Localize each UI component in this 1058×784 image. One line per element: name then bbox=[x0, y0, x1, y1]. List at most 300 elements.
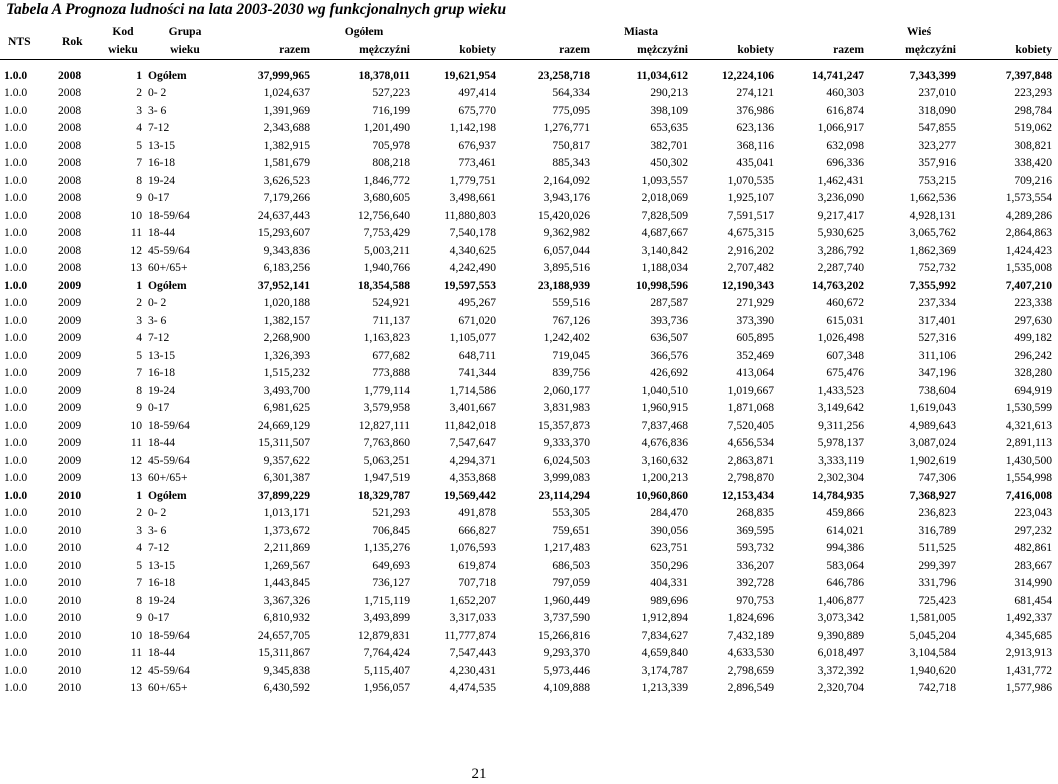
cell-wies-kobiety: 2,913,913 bbox=[1005, 646, 1053, 660]
table-row bbox=[0, 557, 1058, 575]
cell-miasta-razem: 3,831,983 bbox=[543, 401, 591, 415]
cell-ogolem-razem: 6,981,625 bbox=[263, 401, 310, 415]
cell-wies-kobiety: 681,454 bbox=[1014, 593, 1053, 607]
table-row bbox=[0, 225, 1058, 243]
cell-kod: 5 bbox=[136, 348, 142, 362]
header-grupa-line1: Grupa bbox=[168, 25, 202, 39]
cell-miasta-razem: 23,258,718 bbox=[537, 68, 591, 82]
cell-nts: 1.0.0 bbox=[4, 366, 28, 380]
cell-wies-razem: 6,018,497 bbox=[817, 646, 865, 660]
cell-ogolem-kobiety: 671,020 bbox=[458, 313, 497, 327]
cell-wies-mezczyzni: 7,355,992 bbox=[909, 278, 957, 292]
table-row bbox=[0, 260, 1058, 278]
cell-ogolem-kobiety: 1,142,198 bbox=[449, 121, 497, 135]
cell-wies-kobiety: 1,535,008 bbox=[1005, 261, 1053, 275]
cell-wies-kobiety: 338,420 bbox=[1014, 156, 1053, 170]
cell-ogolem-razem: 1,013,171 bbox=[263, 506, 310, 520]
cell-miasta-razem: 5,973,446 bbox=[543, 663, 591, 677]
cell-nts: 1.0.0 bbox=[4, 558, 28, 572]
cell-miasta-razem: 559,516 bbox=[552, 296, 591, 310]
cell-kod: 12 bbox=[130, 243, 142, 257]
cell-wies-mezczyzni: 357,916 bbox=[918, 156, 957, 170]
spacer-cell bbox=[0, 60, 1058, 68]
cell-grupa: 3- 6 bbox=[148, 313, 167, 327]
cell-miasta-kobiety: 336,207 bbox=[736, 558, 775, 572]
cell-miasta-mezczyzni: 10,998,596 bbox=[635, 278, 689, 292]
cell-miasta-razem: 553,305 bbox=[552, 506, 591, 520]
cell-miasta-kobiety: 7,591,517 bbox=[727, 208, 775, 222]
cell-ogolem-kobiety: 495,267 bbox=[458, 296, 497, 310]
cell-kod: 7 bbox=[136, 366, 142, 380]
table-row bbox=[0, 627, 1058, 645]
table-row bbox=[0, 190, 1058, 208]
cell-miasta-razem: 9,293,370 bbox=[543, 646, 591, 660]
cell-nts: 1.0.0 bbox=[4, 191, 28, 205]
cell-wies-razem: 583,064 bbox=[826, 558, 865, 572]
cell-rok: 2008 bbox=[58, 68, 82, 82]
cell-rok: 2008 bbox=[58, 121, 82, 135]
cell-rok: 2008 bbox=[58, 138, 82, 152]
cell-grupa: 60+/65+ bbox=[148, 471, 188, 485]
cell-miasta-razem: 15,420,026 bbox=[537, 208, 591, 222]
cell-wies-razem: 460,303 bbox=[826, 86, 865, 100]
cell-wies-kobiety: 7,407,210 bbox=[1005, 278, 1053, 292]
cell-wies-kobiety: 1,530,599 bbox=[1005, 401, 1053, 415]
cell-ogolem-kobiety: 675,770 bbox=[458, 103, 497, 117]
cell-miasta-mezczyzni: 390,056 bbox=[650, 523, 689, 537]
cell-wies-razem: 3,333,119 bbox=[818, 453, 865, 467]
cell-ogolem-kobiety: 4,353,868 bbox=[449, 471, 497, 485]
cell-miasta-razem: 797,059 bbox=[552, 576, 591, 590]
table-row bbox=[0, 452, 1058, 470]
cell-ogolem-mezczyzni: 1,846,772 bbox=[363, 173, 410, 187]
table-row bbox=[0, 120, 1058, 138]
cell-grupa: 19-24 bbox=[148, 383, 176, 397]
cell-wies-mezczyzni: 237,010 bbox=[918, 86, 957, 100]
cell-wies-razem: 3,073,342 bbox=[817, 611, 865, 625]
cell-nts: 1.0.0 bbox=[4, 156, 28, 170]
cell-nts: 1.0.0 bbox=[4, 611, 28, 625]
cell-rok: 2010 bbox=[58, 541, 82, 555]
cell-wies-razem: 3,372,392 bbox=[817, 663, 865, 677]
cell-wies-razem: 3,286,792 bbox=[817, 243, 865, 257]
cell-grupa: 19-24 bbox=[148, 593, 176, 607]
cell-rok: 2008 bbox=[58, 173, 82, 187]
cell-rok: 2008 bbox=[58, 156, 82, 170]
cell-miasta-mezczyzni: 3,174,787 bbox=[641, 663, 689, 677]
cell-ogolem-mezczyzni: 736,127 bbox=[372, 576, 410, 590]
cell-wies-kobiety: 1,577,986 bbox=[1005, 681, 1053, 695]
cell-ogolem-kobiety: 4,294,371 bbox=[449, 453, 497, 467]
table-row bbox=[0, 312, 1058, 330]
cell-wies-kobiety: 297,630 bbox=[1014, 313, 1053, 327]
cell-miasta-kobiety: 7,432,189 bbox=[727, 628, 775, 642]
cell-grupa: 0-17 bbox=[148, 611, 170, 625]
cell-nts: 1.0.0 bbox=[4, 663, 28, 677]
cell-miasta-mezczyzni: 1,188,034 bbox=[641, 261, 689, 275]
cell-ogolem-mezczyzni: 7,763,860 bbox=[363, 436, 410, 450]
cell-ogolem-razem: 1,024,637 bbox=[263, 86, 310, 100]
cell-ogolem-kobiety: 1,779,751 bbox=[449, 173, 497, 187]
cell-kod: 2 bbox=[136, 86, 142, 100]
cell-ogolem-kobiety: 707,718 bbox=[458, 576, 497, 590]
cell-ogolem-mezczyzni: 5,063,251 bbox=[363, 453, 410, 467]
cell-kod: 1 bbox=[136, 278, 142, 292]
table-row bbox=[0, 102, 1058, 120]
cell-miasta-kobiety: 435,041 bbox=[736, 156, 775, 170]
cell-miasta-kobiety: 373,390 bbox=[736, 313, 775, 327]
cell-rok: 2009 bbox=[58, 471, 82, 485]
cell-wies-mezczyzni: 4,928,131 bbox=[909, 208, 957, 222]
cell-kod: 13 bbox=[130, 261, 142, 275]
cell-grupa: Ogółem bbox=[148, 278, 187, 292]
cell-grupa: 7-12 bbox=[148, 331, 170, 345]
cell-miasta-kobiety: 605,895 bbox=[736, 331, 775, 345]
cell-nts: 1.0.0 bbox=[4, 243, 28, 257]
cell-ogolem-mezczyzni: 18,354,588 bbox=[357, 278, 410, 292]
cell-ogolem-razem: 24,657,705 bbox=[257, 628, 310, 642]
cell-wies-mezczyzni: 311,106 bbox=[918, 348, 957, 362]
cell-grupa: 45-59/64 bbox=[148, 453, 190, 467]
cell-wies-razem: 9,311,256 bbox=[818, 418, 865, 432]
cell-grupa: 18-59/64 bbox=[148, 418, 190, 432]
cell-wies-razem: 5,930,625 bbox=[817, 226, 865, 240]
cell-wies-mezczyzni: 4,989,643 bbox=[909, 418, 957, 432]
cell-grupa: 0-17 bbox=[148, 191, 170, 205]
cell-nts: 1.0.0 bbox=[4, 418, 28, 432]
cell-ogolem-mezczyzni: 12,756,640 bbox=[357, 208, 410, 222]
cell-miasta-mezczyzni: 1,040,510 bbox=[641, 383, 689, 397]
cell-wies-mezczyzni: 316,789 bbox=[918, 523, 957, 537]
cell-nts: 1.0.0 bbox=[4, 296, 28, 310]
cell-wies-mezczyzni: 1,862,369 bbox=[909, 243, 957, 257]
cell-miasta-kobiety: 2,896,549 bbox=[727, 681, 775, 695]
cell-miasta-razem: 1,960,449 bbox=[543, 593, 591, 607]
cell-kod: 3 bbox=[136, 523, 142, 537]
cell-grupa: 45-59/64 bbox=[148, 663, 190, 677]
cell-wies-mezczyzni: 7,343,399 bbox=[909, 68, 957, 82]
cell-nts: 1.0.0 bbox=[4, 86, 28, 100]
cell-rok: 2009 bbox=[58, 418, 82, 432]
cell-ogolem-razem: 24,637,443 bbox=[257, 208, 310, 222]
cell-ogolem-mezczyzni: 1,947,519 bbox=[363, 471, 410, 485]
cell-ogolem-kobiety: 741,344 bbox=[458, 366, 497, 380]
cell-nts: 1.0.0 bbox=[4, 488, 28, 502]
cell-miasta-kobiety: 12,224,106 bbox=[721, 68, 775, 82]
table-row bbox=[0, 137, 1058, 155]
cell-wies-kobiety: 482,861 bbox=[1014, 541, 1053, 555]
cell-ogolem-razem: 37,952,141 bbox=[257, 278, 310, 292]
cell-kod: 10 bbox=[130, 418, 142, 432]
cell-ogolem-razem: 3,367,326 bbox=[263, 593, 310, 607]
cell-miasta-razem: 2,164,092 bbox=[543, 173, 591, 187]
cell-wies-razem: 14,741,247 bbox=[811, 68, 865, 82]
cell-grupa: 18-59/64 bbox=[148, 628, 190, 642]
cell-ogolem-razem: 15,311,507 bbox=[258, 436, 310, 450]
cell-ogolem-kobiety: 648,711 bbox=[458, 348, 497, 362]
cell-miasta-razem: 9,333,370 bbox=[543, 436, 591, 450]
cell-miasta-razem: 15,357,873 bbox=[537, 418, 591, 432]
cell-wies-kobiety: 328,280 bbox=[1014, 366, 1053, 380]
cell-wies-mezczyzni: 1,581,005 bbox=[909, 611, 957, 625]
cell-miasta-razem: 4,109,888 bbox=[543, 681, 591, 695]
cell-wies-mezczyzni: 347,196 bbox=[918, 366, 957, 380]
cell-grupa: 19-24 bbox=[148, 173, 176, 187]
cell-ogolem-razem: 1,269,567 bbox=[263, 558, 310, 572]
table-row bbox=[0, 610, 1058, 628]
cell-nts: 1.0.0 bbox=[4, 278, 28, 292]
cell-miasta-razem: 1,242,402 bbox=[543, 331, 591, 345]
cell-miasta-mezczyzni: 1,912,894 bbox=[641, 611, 689, 625]
cell-kod: 8 bbox=[136, 593, 142, 607]
cell-wies-kobiety: 1,424,423 bbox=[1005, 243, 1053, 257]
cell-miasta-kobiety: 274,121 bbox=[736, 86, 775, 100]
cell-ogolem-kobiety: 19,597,553 bbox=[443, 278, 497, 292]
cell-wies-kobiety: 314,990 bbox=[1014, 576, 1053, 590]
cell-wies-kobiety: 308,821 bbox=[1014, 138, 1053, 152]
cell-wies-razem: 1,462,431 bbox=[817, 173, 865, 187]
cell-rok: 2009 bbox=[58, 383, 82, 397]
cell-ogolem-kobiety: 4,340,625 bbox=[449, 243, 497, 257]
cell-kod: 9 bbox=[136, 401, 142, 415]
cell-rok: 2010 bbox=[58, 506, 82, 520]
cell-ogolem-mezczyzni: 716,199 bbox=[372, 103, 410, 117]
cell-ogolem-mezczyzni: 12,879,831 bbox=[357, 628, 410, 642]
cell-kod: 12 bbox=[130, 663, 142, 677]
header-ogolem-mezczyzni: mężczyźni bbox=[359, 42, 410, 56]
cell-ogolem-kobiety: 3,317,033 bbox=[449, 611, 497, 625]
cell-nts: 1.0.0 bbox=[4, 331, 28, 345]
cell-miasta-mezczyzni: 7,828,509 bbox=[641, 208, 689, 222]
cell-ogolem-razem: 3,626,523 bbox=[263, 173, 310, 187]
cell-wies-mezczyzni: 299,397 bbox=[918, 558, 957, 572]
cell-nts: 1.0.0 bbox=[4, 383, 28, 397]
cell-miasta-razem: 1,276,771 bbox=[543, 121, 591, 135]
cell-wies-mezczyzni: 1,619,043 bbox=[909, 401, 957, 415]
cell-rok: 2010 bbox=[58, 523, 82, 537]
cell-wies-mezczyzni: 753,215 bbox=[918, 173, 957, 187]
cell-wies-mezczyzni: 1,662,536 bbox=[909, 191, 957, 205]
header-ogolem-razem: razem bbox=[279, 42, 310, 56]
cell-ogolem-kobiety: 19,621,954 bbox=[443, 68, 497, 82]
cell-miasta-kobiety: 7,520,405 bbox=[727, 418, 775, 432]
header-wies-razem: razem bbox=[833, 42, 865, 56]
cell-wies-razem: 460,672 bbox=[826, 296, 865, 310]
cell-rok: 2009 bbox=[58, 453, 82, 467]
cell-ogolem-razem: 1,391,969 bbox=[263, 103, 310, 117]
cell-rok: 2010 bbox=[58, 593, 82, 607]
cell-miasta-mezczyzni: 398,109 bbox=[650, 103, 689, 117]
cell-rok: 2009 bbox=[58, 296, 82, 310]
header-rok: Rok bbox=[62, 34, 83, 48]
header-nts: NTS bbox=[8, 34, 31, 48]
cell-kod: 3 bbox=[136, 313, 142, 327]
cell-wies-mezczyzni: 237,334 bbox=[918, 296, 957, 310]
table-row bbox=[0, 277, 1058, 295]
cell-ogolem-kobiety: 3,401,667 bbox=[449, 401, 497, 415]
header-wies-mezczyzni: mężczyźni bbox=[905, 42, 957, 56]
cell-miasta-kobiety: 1,824,696 bbox=[727, 611, 775, 625]
cell-wies-kobiety: 709,216 bbox=[1014, 173, 1053, 187]
table-row bbox=[0, 505, 1058, 523]
cell-wies-mezczyzni: 742,718 bbox=[918, 681, 957, 695]
cell-rok: 2009 bbox=[58, 331, 82, 345]
cell-nts: 1.0.0 bbox=[4, 628, 28, 642]
cell-miasta-kobiety: 392,728 bbox=[736, 576, 775, 590]
cell-ogolem-razem: 6,301,387 bbox=[263, 471, 310, 485]
cell-kod: 13 bbox=[130, 471, 142, 485]
cell-ogolem-mezczyzni: 808,218 bbox=[372, 156, 410, 170]
cell-nts: 1.0.0 bbox=[4, 173, 28, 187]
cell-miasta-kobiety: 1,019,667 bbox=[727, 383, 775, 397]
cell-miasta-mezczyzni: 450,302 bbox=[650, 156, 689, 170]
cell-nts: 1.0.0 bbox=[4, 348, 28, 362]
cell-ogolem-razem: 1,515,232 bbox=[263, 366, 310, 380]
cell-grupa: 16-18 bbox=[148, 576, 176, 590]
cell-grupa: 0- 2 bbox=[148, 506, 167, 520]
cell-grupa: 3- 6 bbox=[148, 103, 167, 117]
cell-wies-mezczyzni: 3,104,584 bbox=[909, 646, 957, 660]
cell-kod: 3 bbox=[136, 103, 142, 117]
cell-wies-kobiety: 223,043 bbox=[1014, 506, 1053, 520]
cell-wies-razem: 3,236,090 bbox=[817, 191, 865, 205]
cell-miasta-razem: 885,343 bbox=[552, 156, 591, 170]
cell-ogolem-razem: 2,343,688 bbox=[263, 121, 310, 135]
cell-miasta-razem: 3,737,590 bbox=[543, 611, 591, 625]
cell-miasta-mezczyzni: 4,659,840 bbox=[641, 646, 689, 660]
header-group-miasta: Miasta bbox=[623, 25, 659, 39]
cell-ogolem-kobiety: 7,540,178 bbox=[449, 226, 497, 240]
cell-rok: 2010 bbox=[58, 488, 82, 502]
cell-ogolem-kobiety: 497,414 bbox=[458, 86, 497, 100]
cell-ogolem-kobiety: 773,461 bbox=[458, 156, 497, 170]
cell-miasta-mezczyzni: 290,213 bbox=[650, 86, 689, 100]
cell-ogolem-razem: 6,183,256 bbox=[263, 261, 310, 275]
cell-wies-mezczyzni: 331,796 bbox=[918, 576, 957, 590]
cell-kod: 1 bbox=[136, 488, 142, 502]
cell-miasta-mezczyzni: 350,296 bbox=[650, 558, 689, 572]
cell-rok: 2010 bbox=[58, 681, 82, 695]
cell-miasta-mezczyzni: 7,834,627 bbox=[641, 628, 689, 642]
cell-miasta-razem: 3,999,083 bbox=[543, 471, 591, 485]
cell-wies-mezczyzni: 1,940,620 bbox=[909, 663, 957, 677]
cell-miasta-mezczyzni: 623,751 bbox=[650, 541, 689, 555]
cell-wies-kobiety: 7,416,008 bbox=[1005, 488, 1053, 502]
cell-miasta-mezczyzni: 1,093,557 bbox=[641, 173, 689, 187]
cell-ogolem-kobiety: 19,569,442 bbox=[443, 488, 497, 502]
cell-grupa: 18-44 bbox=[148, 226, 176, 240]
header-spacer bbox=[0, 60, 1058, 68]
cell-grupa: 18-59/64 bbox=[148, 208, 190, 222]
cell-wies-mezczyzni: 318,090 bbox=[918, 103, 957, 117]
cell-wies-kobiety: 1,431,772 bbox=[1005, 663, 1053, 677]
cell-ogolem-mezczyzni: 7,764,424 bbox=[363, 646, 410, 660]
cell-miasta-kobiety: 2,798,870 bbox=[727, 471, 775, 485]
table-row bbox=[0, 67, 1058, 85]
cell-miasta-mezczyzni: 2,018,069 bbox=[641, 191, 689, 205]
table-row bbox=[0, 680, 1058, 698]
cell-rok: 2010 bbox=[58, 576, 82, 590]
cell-miasta-razem: 3,895,516 bbox=[543, 261, 591, 275]
cell-miasta-mezczyzni: 284,470 bbox=[650, 506, 689, 520]
cell-wies-mezczyzni: 1,902,619 bbox=[909, 453, 957, 467]
cell-miasta-kobiety: 4,633,530 bbox=[727, 646, 775, 660]
cell-ogolem-razem: 9,357,622 bbox=[263, 453, 310, 467]
cell-wies-kobiety: 1,554,998 bbox=[1005, 471, 1053, 485]
cell-wies-mezczyzni: 738,604 bbox=[918, 383, 957, 397]
table-row bbox=[0, 85, 1058, 103]
cell-wies-razem: 1,406,877 bbox=[817, 593, 865, 607]
cell-miasta-kobiety: 413,064 bbox=[736, 366, 775, 380]
cell-kod: 7 bbox=[136, 156, 142, 170]
cell-miasta-razem: 686,503 bbox=[552, 558, 591, 572]
cell-grupa: 16-18 bbox=[148, 156, 176, 170]
cell-ogolem-razem: 1,443,845 bbox=[263, 576, 310, 590]
cell-ogolem-mezczyzni: 527,223 bbox=[372, 86, 410, 100]
cell-wies-mezczyzni: 747,306 bbox=[918, 471, 957, 485]
cell-ogolem-mezczyzni: 524,921 bbox=[372, 296, 410, 310]
cell-ogolem-mezczyzni: 711,137 bbox=[372, 313, 410, 327]
table-row bbox=[0, 382, 1058, 400]
header-group-ogolem: Ogółem bbox=[344, 25, 384, 39]
cell-miasta-kobiety: 1,925,107 bbox=[727, 191, 775, 205]
cell-grupa: 18-44 bbox=[148, 436, 176, 450]
cell-ogolem-kobiety: 11,880,803 bbox=[444, 208, 497, 222]
cell-wies-kobiety: 298,784 bbox=[1014, 103, 1053, 117]
cell-miasta-razem: 6,057,044 bbox=[543, 243, 591, 257]
cell-kod: 10 bbox=[130, 628, 142, 642]
cell-wies-kobiety: 283,667 bbox=[1014, 558, 1053, 572]
cell-rok: 2009 bbox=[58, 436, 82, 450]
cell-grupa: 0- 2 bbox=[148, 296, 167, 310]
cell-grupa: 60+/65+ bbox=[148, 681, 188, 695]
table-header bbox=[0, 24, 1058, 60]
cell-kod: 12 bbox=[130, 453, 142, 467]
cell-wies-mezczyzni: 323,277 bbox=[918, 138, 957, 152]
cell-ogolem-razem: 2,268,900 bbox=[263, 331, 310, 345]
table-row bbox=[0, 347, 1058, 365]
cell-ogolem-kobiety: 619,874 bbox=[458, 558, 497, 572]
cell-miasta-mezczyzni: 3,140,842 bbox=[641, 243, 689, 257]
header-group-wies: Wieś bbox=[906, 25, 932, 39]
table-row bbox=[0, 207, 1058, 225]
cell-ogolem-mezczyzni: 3,493,899 bbox=[363, 611, 410, 625]
cell-miasta-razem: 6,024,503 bbox=[543, 453, 591, 467]
cell-nts: 1.0.0 bbox=[4, 68, 28, 82]
document-title: Tabela A Prognoza ludności na lata 2003-2030 wg funkcjonalnych grup wieku bbox=[6, 1, 507, 18]
cell-miasta-mezczyzni: 4,676,836 bbox=[641, 436, 689, 450]
cell-ogolem-razem: 1,581,679 bbox=[263, 156, 310, 170]
cell-wies-mezczyzni: 547,855 bbox=[918, 121, 957, 135]
cell-ogolem-mezczyzni: 7,753,429 bbox=[363, 226, 410, 240]
cell-kod: 4 bbox=[136, 331, 142, 345]
cell-miasta-kobiety: 970,753 bbox=[736, 593, 775, 607]
cell-rok: 2008 bbox=[58, 103, 82, 117]
cell-ogolem-razem: 1,382,157 bbox=[263, 313, 310, 327]
cell-ogolem-razem: 9,343,836 bbox=[263, 243, 310, 257]
table-row bbox=[0, 295, 1058, 313]
cell-ogolem-kobiety: 7,547,647 bbox=[449, 436, 497, 450]
cell-miasta-razem: 775,095 bbox=[552, 103, 591, 117]
header-miasta-mezczyzni: mężczyźni bbox=[637, 42, 689, 56]
cell-kod: 8 bbox=[136, 173, 142, 187]
cell-nts: 1.0.0 bbox=[4, 121, 28, 135]
cell-miasta-razem: 839,756 bbox=[552, 366, 591, 380]
cell-ogolem-kobiety: 7,547,443 bbox=[449, 646, 497, 660]
cell-nts: 1.0.0 bbox=[4, 471, 28, 485]
cell-grupa: 45-59/64 bbox=[148, 243, 190, 257]
cell-ogolem-kobiety: 11,842,018 bbox=[444, 418, 497, 432]
